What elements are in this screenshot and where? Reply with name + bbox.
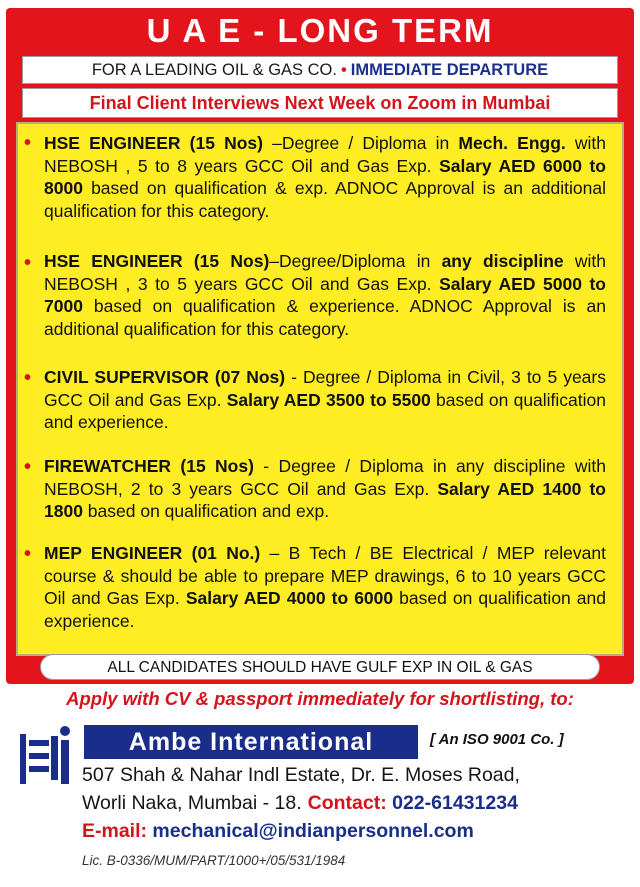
job-hse-engineer-1 xyxy=(44,132,606,222)
interview-note: Final Client Interviews Next Week on Zoom in Mumbai xyxy=(22,88,618,118)
job-title: CIVIL SUPERVISOR (07 Nos) xyxy=(44,367,286,387)
bullet-icon: • xyxy=(24,543,32,565)
job-title: FIREWATCHER (15 Nos) xyxy=(44,456,254,476)
contact-number: 022-61431234 xyxy=(386,792,518,814)
job-desc: with NEBOSH , 3 to 5 years GCC Oil and Gas Exp. xyxy=(44,251,607,294)
address-line-2: Worli Naka, Mumbai - 18. xyxy=(82,792,302,814)
subheader-separator: • xyxy=(340,61,347,79)
contact-label: Contact: xyxy=(307,792,387,814)
job-mep-engineer xyxy=(44,542,606,632)
apply-instructions: Apply with CV & passport immediately for shortlisting, to: xyxy=(66,688,574,709)
job-title: HSE ENGINEER (15 Nos) xyxy=(44,251,270,271)
iso-badge: [ An ISO 9001 Co. ] xyxy=(430,731,564,748)
job-discipline: any discipline xyxy=(441,251,564,271)
job-desc: - Degree / Diploma in Civil, 3 to 5 years GCC Oil and Gas Exp. xyxy=(44,367,606,410)
job-desc: based on qualification & experience. ADNOC Approval is an additional qualification for this category. xyxy=(44,296,606,339)
bullet-icon: • xyxy=(24,252,32,274)
job-desc: based on qualification & exp. ADNOC Approval is an additional qualification for this category. xyxy=(44,178,606,221)
job-discipline: Mech. Engg. xyxy=(458,133,566,153)
job-civil-supervisor xyxy=(44,366,606,434)
licence-number: Lic. B-0336/MUM/PART/1000+/05/531/1984 xyxy=(82,853,346,868)
job-desc: –Degree / Diploma in xyxy=(262,133,459,153)
job-salary: Salary AED 6000 to 8000 xyxy=(44,155,606,198)
job-desc: based on qualification and experience. xyxy=(44,588,607,631)
job-desc: - Degree / Diploma in any discipline with NEBOSH, 2 to 3 years GCC Oil and Gas Exp. xyxy=(44,456,606,499)
company-logo-icon xyxy=(18,722,76,788)
email-line xyxy=(82,820,474,843)
job-desc: with NEBOSH , 5 to 8 years GCC Oil and Gas Exp. xyxy=(44,133,606,176)
subheader-left: FOR A LEADING OIL & GAS CO. xyxy=(91,61,337,79)
job-salary: Salary AED 4000 to 6000 xyxy=(185,588,394,608)
job-title: HSE ENGINEER (15 Nos) xyxy=(44,133,263,153)
job-salary: Salary AED 5000 to 7000 xyxy=(44,273,606,316)
gulf-exp-requirement: ALL CANDIDATES SHOULD HAVE GULF EXP IN OIL & GAS xyxy=(40,654,600,680)
job-desc: based on qualification and experience. xyxy=(44,389,607,432)
job-desc: based on qualification and exp. xyxy=(82,501,330,521)
subheader-right: IMMEDIATE DEPARTURE xyxy=(350,61,549,79)
job-salary: Salary AED 1400 to 1800 xyxy=(44,478,606,521)
job-title: MEP ENGINEER (01 No.) xyxy=(44,543,261,563)
job-desc: – B Tech / BE Electrical / MEP relevant course & should be able to prepare MEP drawings, 6 to 10 years GCC Oil and Gas Exp. xyxy=(44,543,606,608)
bullet-icon: • xyxy=(24,367,32,389)
bullet-icon: • xyxy=(24,456,32,478)
address-line-1: 507 Shah & Nahar Indl Estate, Dr. E. Moses Road, xyxy=(82,764,520,786)
job-desc: –Degree/Diploma in xyxy=(269,251,442,271)
address-contact-line xyxy=(82,792,518,815)
job-firewatcher xyxy=(44,455,606,523)
job-salary: Salary AED 3500 to 5500 xyxy=(226,389,431,410)
email-label: E-mail: xyxy=(82,820,148,842)
bullet-icon: • xyxy=(24,132,32,154)
job-hse-engineer-2 xyxy=(44,250,606,340)
email-address: mechanical@indianpersonnel.com xyxy=(147,820,474,842)
company-name: Ambe International xyxy=(84,725,418,759)
headline: U A E - LONG TERM xyxy=(146,12,494,49)
subheader-strip xyxy=(22,56,618,84)
